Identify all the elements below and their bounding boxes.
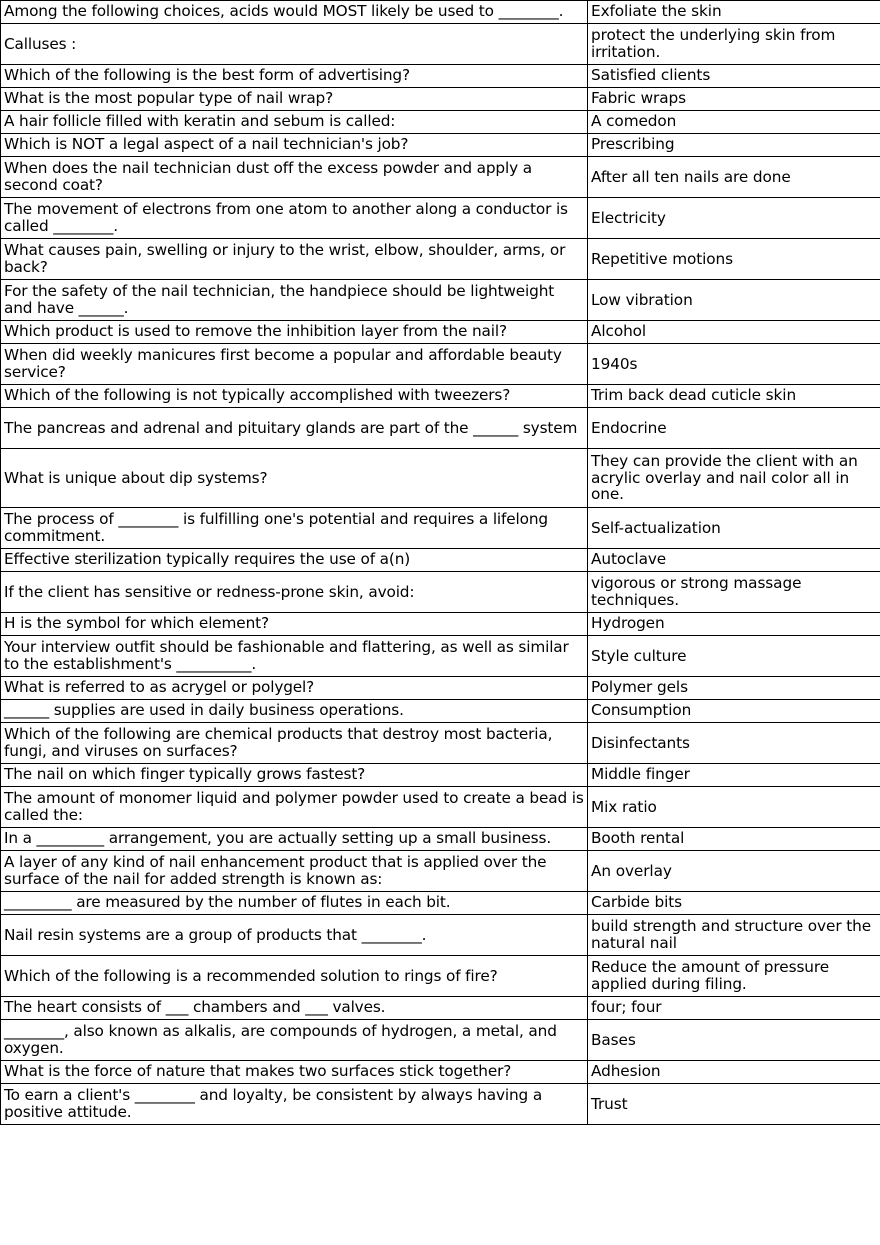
answer-cell: Reduce the amount of pressure applied during filing. xyxy=(588,956,880,997)
answer-cell: Consumption xyxy=(588,700,880,723)
answer-cell: vigorous or strong massage techniques. xyxy=(588,572,880,613)
question-cell: ______ supplies are used in daily business operations. xyxy=(1,700,588,723)
question-cell: When does the nail technician dust off the excess powder and apply a second coat? xyxy=(1,157,588,198)
table-row xyxy=(1,1,880,24)
answer-cell: Fabric wraps xyxy=(588,88,880,111)
table-row xyxy=(1,828,880,851)
table-row xyxy=(1,1020,880,1061)
answer-cell: Satisfied clients xyxy=(588,65,880,88)
answer-cell: After all ten nails are done xyxy=(588,157,880,198)
question-cell: In a _________ arrangement, you are actually setting up a small business. xyxy=(1,828,588,851)
table-row xyxy=(1,344,880,385)
answer-cell: Prescribing xyxy=(588,134,880,157)
table-row xyxy=(1,636,880,677)
table-row xyxy=(1,198,880,239)
answer-cell: Low vibration xyxy=(588,280,880,321)
table-row xyxy=(1,572,880,613)
answer-cell: Carbide bits xyxy=(588,892,880,915)
table-row xyxy=(1,956,880,997)
table-row xyxy=(1,408,880,449)
table-row xyxy=(1,677,880,700)
answer-cell: They can provide the client with an acrylic overlay and nail color all in one. xyxy=(588,449,880,508)
answer-cell: Hydrogen xyxy=(588,613,880,636)
question-cell: Nail resin systems are a group of products that ________. xyxy=(1,915,588,956)
question-cell: Which of the following is the best form of advertising? xyxy=(1,65,588,88)
table-row xyxy=(1,24,880,65)
table-row xyxy=(1,239,880,280)
answer-cell: Electricity xyxy=(588,198,880,239)
table-row xyxy=(1,700,880,723)
question-answer-rows xyxy=(1,1,880,1125)
answer-cell: 1940s xyxy=(588,344,880,385)
question-cell: For the safety of the nail technician, the handpiece should be lightweight and have ______. xyxy=(1,280,588,321)
answer-cell: Style culture xyxy=(588,636,880,677)
table-row xyxy=(1,134,880,157)
table-row xyxy=(1,157,880,198)
question-cell: What is the force of nature that makes two surfaces stick together? xyxy=(1,1061,588,1084)
table-row xyxy=(1,385,880,408)
answer-cell: Trim back dead cuticle skin xyxy=(588,385,880,408)
question-cell: The movement of electrons from one atom to another along a conductor is called ________. xyxy=(1,198,588,239)
question-cell: Which of the following are chemical products that destroy most bacteria, fungi, and viruses on surfaces? xyxy=(1,723,588,764)
question-cell: To earn a client's ________ and loyalty, be consistent by always having a positive attitude. xyxy=(1,1084,588,1125)
table-row xyxy=(1,1061,880,1084)
question-cell: Your interview outfit should be fashionable and flattering, as well as similar to the establishment's __________. xyxy=(1,636,588,677)
table-row xyxy=(1,508,880,549)
answer-cell: Adhesion xyxy=(588,1061,880,1084)
question-cell: Calluses : xyxy=(1,24,588,65)
answer-cell: Trust xyxy=(588,1084,880,1125)
answer-cell: Endocrine xyxy=(588,408,880,449)
answer-cell: Repetitive motions xyxy=(588,239,880,280)
question-cell: What is unique about dip systems? xyxy=(1,449,588,508)
question-cell: Which of the following is a recommended solution to rings of fire? xyxy=(1,956,588,997)
question-cell: Which of the following is not typically accomplished with tweezers? xyxy=(1,385,588,408)
table-row xyxy=(1,1084,880,1125)
answer-cell: four; four xyxy=(588,997,880,1020)
answer-cell: A comedon xyxy=(588,111,880,134)
answer-cell: Self-actualization xyxy=(588,508,880,549)
table-row xyxy=(1,88,880,111)
question-cell: What is referred to as acrygel or polygel? xyxy=(1,677,588,700)
table-row xyxy=(1,787,880,828)
table-row xyxy=(1,915,880,956)
table-row xyxy=(1,449,880,508)
question-cell: Among the following choices, acids would MOST likely be used to ________. xyxy=(1,1,588,24)
question-cell: Which product is used to remove the inhibition layer from the nail? xyxy=(1,321,588,344)
question-cell: A hair follicle filled with keratin and sebum is called: xyxy=(1,111,588,134)
table-row xyxy=(1,723,880,764)
question-cell: Which is NOT a legal aspect of a nail technician's job? xyxy=(1,134,588,157)
answer-cell: Polymer gels xyxy=(588,677,880,700)
answer-cell: build strength and structure over the natural nail xyxy=(588,915,880,956)
question-cell: ________, also known as alkalis, are compounds of hydrogen, a metal, and oxygen. xyxy=(1,1020,588,1061)
table-row xyxy=(1,65,880,88)
question-cell: The pancreas and adrenal and pituitary glands are part of the ______ system xyxy=(1,408,588,449)
answer-cell: An overlay xyxy=(588,851,880,892)
table-row xyxy=(1,321,880,344)
table-row xyxy=(1,280,880,321)
table-row xyxy=(1,764,880,787)
question-cell: The amount of monomer liquid and polymer powder used to create a bead is called the: xyxy=(1,787,588,828)
question-cell: What causes pain, swelling or injury to the wrist, elbow, shoulder, arms, or back? xyxy=(1,239,588,280)
question-cell: H is the symbol for which element? xyxy=(1,613,588,636)
question-cell: What is the most popular type of nail wrap? xyxy=(1,88,588,111)
table-row xyxy=(1,997,880,1020)
answer-cell: Disinfectants xyxy=(588,723,880,764)
question-cell: _________ are measured by the number of flutes in each bit. xyxy=(1,892,588,915)
answer-cell: Exfoliate the skin xyxy=(588,1,880,24)
table-row xyxy=(1,851,880,892)
table-row xyxy=(1,111,880,134)
answer-cell: Autoclave xyxy=(588,549,880,572)
table-row xyxy=(1,613,880,636)
table-row xyxy=(1,549,880,572)
question-cell: A layer of any kind of nail enhancement product that is applied over the surface of the nail for added strength is known as: xyxy=(1,851,588,892)
question-cell: The process of ________ is fulfilling one's potential and requires a lifelong commitment. xyxy=(1,508,588,549)
table-row xyxy=(1,892,880,915)
answer-cell: Alcohol xyxy=(588,321,880,344)
question-cell: The nail on which finger typically grows fastest? xyxy=(1,764,588,787)
question-cell: If the client has sensitive or redness-prone skin, avoid: xyxy=(1,572,588,613)
answer-cell: Middle finger xyxy=(588,764,880,787)
question-cell: When did weekly manicures first become a popular and affordable beauty service? xyxy=(1,344,588,385)
answer-cell: Booth rental xyxy=(588,828,880,851)
answer-cell: Mix ratio xyxy=(588,787,880,828)
answer-cell: Bases xyxy=(588,1020,880,1061)
question-cell: Effective sterilization typically requires the use of a(n) xyxy=(1,549,588,572)
question-cell: The heart consists of ___ chambers and ___ valves. xyxy=(1,997,588,1020)
answer-cell: protect the underlying skin from irritation. xyxy=(588,24,880,65)
